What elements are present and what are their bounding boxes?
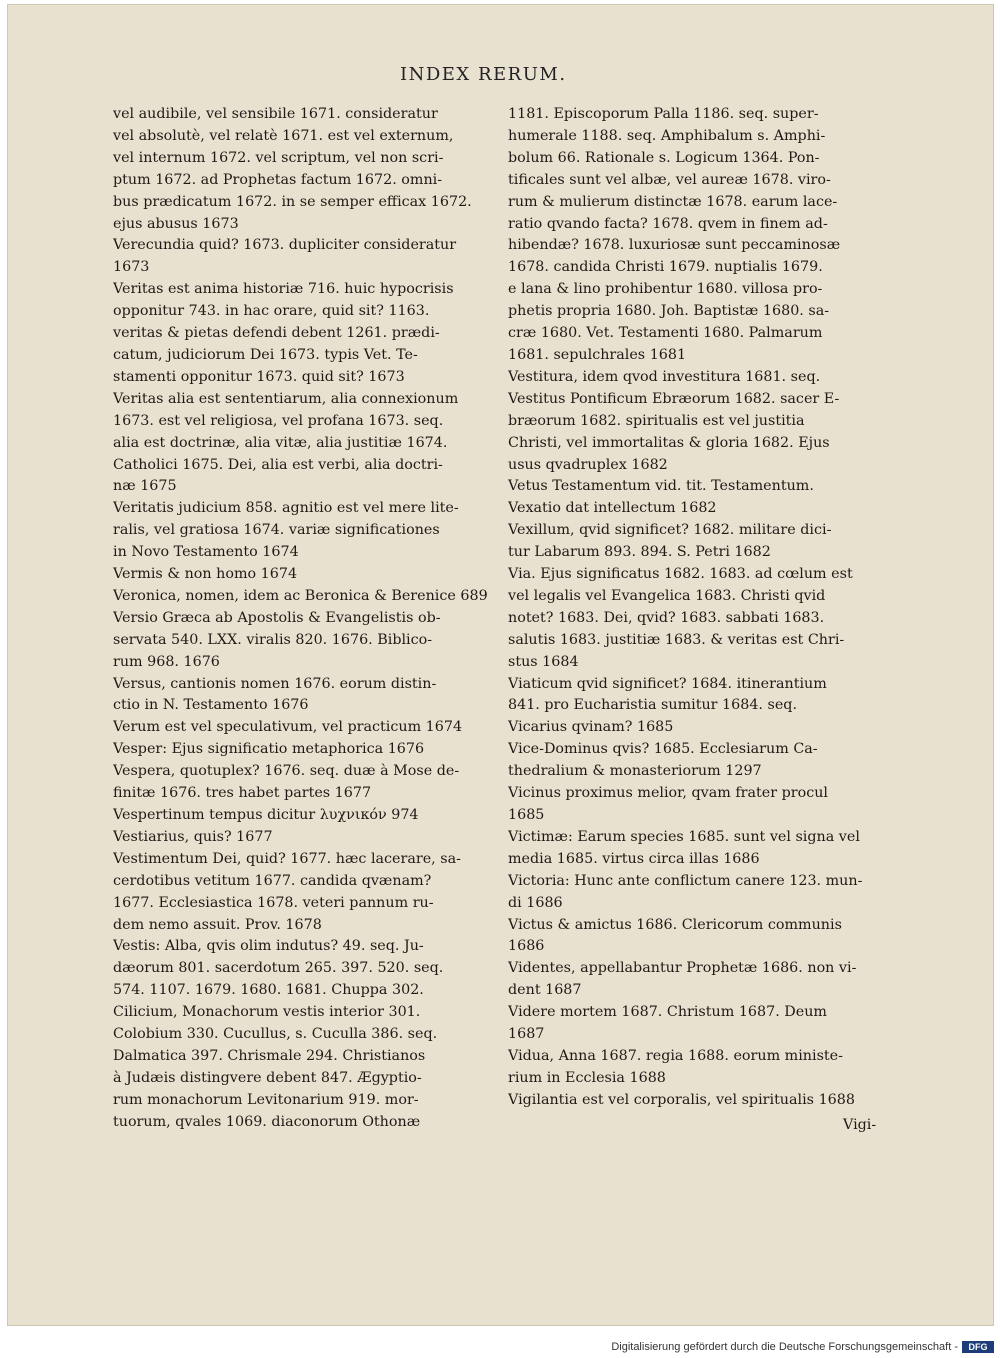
page-header: INDEX RERUM. <box>400 64 567 85</box>
entry-line: Videre mortem 1687. Christum 1687. Deum <box>508 1004 827 1021</box>
footer-bar <box>0 1339 1000 1358</box>
index-entry <box>508 958 886 1002</box>
index-entry <box>113 827 489 849</box>
entry-line: tificales sunt vel albæ, vel aureæ 1678. viro- <box>508 171 831 188</box>
entry-line: usus qvadruplex 1682 <box>508 456 668 473</box>
entry-line: 1687 <box>508 1026 545 1043</box>
index-entry <box>113 717 489 739</box>
entry-line: Videntes, appellabantur Prophetæ 1686. non vi- <box>508 960 857 977</box>
index-entry <box>508 783 886 827</box>
entry-line: hibendæ? 1678. luxuriosæ sunt peccaminosæ <box>508 237 841 254</box>
entry-line: 1673 <box>113 259 150 276</box>
entry-line: stus 1684 <box>508 653 579 670</box>
entry-line: Cilicium, Monachorum vestis interior 301. <box>113 1004 421 1021</box>
index-entry <box>113 498 489 564</box>
index-entry <box>508 367 886 389</box>
entry-line: Vetus Testamentum vid. tit. Testamentum. <box>508 478 814 495</box>
entry-line: Veritatis judicium 858. agnitio est vel mere lite- <box>113 500 459 517</box>
entry-line: alia est doctrinæ, alia vitæ, alia justitiæ 1674. <box>113 434 448 451</box>
entry-line: salutis 1683. justitiæ 1683. & veritas est Chri- <box>508 631 845 648</box>
entry-line: in Novo Testamento 1674 <box>113 544 299 561</box>
entry-line: 1673. est vel religiosa, vel profana 1673. seq. <box>113 412 444 429</box>
entry-line: Via. Ejus significatus 1682. 1683. ad cœlum est <box>508 566 853 583</box>
entry-line: bolum 66. Rationale s. Logicum 1364. Pon- <box>508 149 820 166</box>
entry-line: phetis propria 1680. Joh. Baptistæ 1680. sa- <box>508 303 830 320</box>
right-column <box>508 104 886 1112</box>
entry-line: bus prædicatum 1672. in se semper efficax 1672. <box>113 193 472 210</box>
index-entry <box>508 674 886 718</box>
entry-line: tuorum, qvales 1069. diaconorum Othonæ <box>113 1113 421 1130</box>
entry-line: rium in Ecclesia 1688 <box>508 1069 666 1086</box>
entry-line: thedralium & monasteriorum 1297 <box>508 763 762 780</box>
left-column <box>113 104 489 1134</box>
entry-line: Vespera, quotuplex? 1676. seq. duæ à Mose de- <box>113 763 460 780</box>
entry-line: rum monachorum Levitonarium 919. mor- <box>113 1091 419 1108</box>
entry-line: media 1685. virtus circa illas 1686 <box>508 850 760 867</box>
entry-line: Vicinus proximus melior, qvam frater procul <box>508 785 828 802</box>
entry-line: 841. pro Eucharistia sumitur 1684. seq. <box>508 697 798 714</box>
entry-line: vel legalis vel Evangelica 1683. Christi qvid <box>508 587 826 604</box>
entry-line: Vestis: Alba, qvis olim indutus? 49. seq. Ju- <box>113 938 424 955</box>
entry-line: næ 1675 <box>113 478 177 495</box>
entry-line: Verum est vel speculativum, vel practicum 1674 <box>113 719 463 736</box>
index-entry <box>508 717 886 739</box>
index-entry <box>113 235 489 279</box>
entry-line: Vespertinum tempus dicitur λυχνικόν 974 <box>113 807 419 823</box>
entry-line: cræ 1680. Vet. Testamenti 1680. Palmarum <box>508 325 823 342</box>
index-entry <box>508 1046 886 1090</box>
entry-line: 1678. candida Christi 1679. nuptialis 1679. <box>508 259 823 276</box>
entry-line: ejus abusus 1673 <box>113 215 239 232</box>
entry-line: 574. 1107. 1679. 1680. 1681. Chuppa 302. <box>113 982 424 999</box>
entry-line: Dalmatica 397. Chrismale 294. Christianos <box>113 1047 426 1064</box>
entry-line: 1677. Ecclesiastica 1678. veteri pannum ru- <box>113 894 434 911</box>
entry-line: Vexillum, qvid significet? 1682. militare dici- <box>508 522 832 539</box>
entry-line: dem nemo assuit. Prov. 1678 <box>113 916 322 933</box>
entry-line: Veritas est anima historiæ 716. huic hypocrisis <box>113 281 454 298</box>
entry-line: ralis, vel gratiosa 1674. variæ significationes <box>113 522 440 539</box>
index-entry <box>113 849 489 937</box>
entry-line: opponitur 743. in hac orare, quid sit? 1163. <box>113 303 430 320</box>
index-entry <box>113 674 489 718</box>
entry-line: Vermis & non homo 1674 <box>113 566 298 583</box>
entry-line: 1685 <box>508 807 545 823</box>
index-entry <box>508 520 886 564</box>
entry-line: 1686 <box>508 938 545 955</box>
entry-line: rum 968. 1676 <box>113 653 220 670</box>
entry-line: Veritas alia est sententiarum, alia connexionum <box>113 390 459 407</box>
entry-line: Vigilantia est vel corporalis, vel spiritualis 1688 <box>508 1091 855 1108</box>
entry-line: servata 540. LXX. viralis 820. 1676. Biblico- <box>113 631 433 648</box>
index-entry <box>113 936 489 1133</box>
index-entry <box>508 564 886 674</box>
dfg-logo: DFG <box>962 1341 994 1353</box>
index-entry <box>508 1002 886 1046</box>
entry-line: Victus & amictus 1686. Clericorum communis <box>508 916 842 933</box>
entry-line: tur Labarum 893. 894. S. Petri 1682 <box>508 544 771 561</box>
entry-line: 1681. sepulchrales 1681 <box>508 346 687 363</box>
entry-line: veritas & pietas defendi debent 1261. prædi- <box>113 325 440 342</box>
entry-line: vel absolutè, vel relatè 1671. est vel externum, <box>113 127 454 144</box>
index-entry <box>508 389 886 477</box>
index-entry <box>508 739 886 783</box>
entry-line: Versio Græca ab Apostolis & Evangelistis ob- <box>113 609 441 626</box>
entry-line: ratio qvando facta? 1678. qvem in finem ad- <box>508 215 828 232</box>
index-entry <box>113 805 489 827</box>
index-entry <box>508 915 886 959</box>
entry-line: finitæ 1676. tres habet partes 1677 <box>113 785 372 802</box>
catchword: Vigi- <box>843 1117 877 1133</box>
index-entry <box>113 761 489 805</box>
entry-line: humerale 1188. seq. Amphibalum s. Amphi- <box>508 127 826 144</box>
entry-line: ctio in N. Testamento 1676 <box>113 697 309 714</box>
entry-line: notet? 1683. Dei, qvid? 1683. sabbati 1683. <box>508 609 825 626</box>
entry-line: Vestimentum Dei, quid? 1677. hæc lacerare, sa- <box>113 850 461 867</box>
entry-line: Vesper: Ejus significatio metaphorica 1676 <box>113 741 425 758</box>
entry-line: Vicarius qvinam? 1685 <box>508 719 674 736</box>
index-entry <box>113 608 489 674</box>
index-entry <box>113 586 489 608</box>
entry-line: di 1686 <box>508 894 563 911</box>
entry-line: vel audibile, vel sensibile 1671. consideratur <box>113 106 438 122</box>
entry-line: dent 1687 <box>508 982 582 999</box>
index-entry <box>113 104 489 235</box>
entry-line: bræorum 1682. spiritualis est vel justitia <box>508 412 805 429</box>
entry-line: Vidua, Anna 1687. regia 1688. eorum ministe- <box>508 1047 843 1064</box>
index-entry <box>508 1090 886 1112</box>
entry-line: Vexatio dat intellectum 1682 <box>508 500 717 517</box>
index-entry <box>508 498 886 520</box>
entry-line: dæorum 801. sacerdotum 265. 397. 520. seq. <box>113 960 444 977</box>
entry-line: Christi, vel immortalitas & gloria 1682. Ejus <box>508 434 830 451</box>
entry-line: Versus, cantionis nomen 1676. eorum distin- <box>113 675 437 692</box>
entry-line: stamenti opponitur 1673. quid sit? 1673 <box>113 368 405 385</box>
entry-line: Victoria: Hunc ante conflictum canere 123. mun- <box>508 872 863 889</box>
entry-line: e lana & lino prohibentur 1680. villosa pro- <box>508 281 823 298</box>
entry-line: ptum 1672. ad Prophetas factum 1672. omni- <box>113 171 443 188</box>
entry-line: Catholici 1675. Dei, alia est verbi, alia doctri- <box>113 456 443 473</box>
entry-line: Viaticum qvid significet? 1684. itinerantium <box>508 675 827 692</box>
index-entry <box>113 279 489 389</box>
index-entry <box>508 476 886 498</box>
entry-line: vel internum 1672. vel scriptum, vel non scri- <box>113 149 444 166</box>
entry-line: rum & mulierum distinctæ 1678. earum lace- <box>508 193 838 210</box>
index-entry <box>113 389 489 499</box>
entry-line: 1181. Episcoporum Palla 1186. seq. super- <box>508 106 819 122</box>
entry-line: Colobium 330. Cucullus, s. Cuculla 386. seq. <box>113 1026 438 1043</box>
entry-line: Vestitura, idem qvod investitura 1681. seq. <box>508 368 821 385</box>
index-entry <box>508 871 886 915</box>
entry-line: Vice-Dominus qvis? 1685. Ecclesiarum Ca- <box>508 741 818 758</box>
footer-credit: Digitalisierung gefördert durch die Deutsche Forschungsgemeinschaft - <box>611 1341 958 1353</box>
index-entry <box>508 104 886 367</box>
entry-line: Victimæ: Earum species 1685. sunt vel signa vel <box>508 828 860 845</box>
entry-line: cerdotibus vetitum 1677. candida qvænam? <box>113 872 432 889</box>
entry-line: à Judæis distingvere debent 847. Ægyptio- <box>113 1069 422 1086</box>
entry-line: catum, judiciorum Dei 1673. typis Vet. Te- <box>113 346 418 363</box>
entry-line: Verecundia quid? 1673. dupliciter consideratur <box>113 237 457 254</box>
index-entry <box>113 739 489 761</box>
entry-line: Vestitus Pontificum Ebræorum 1682. sacer E- <box>508 390 840 407</box>
entry-line: Vestiarius, quis? 1677 <box>113 828 273 845</box>
index-entry <box>113 564 489 586</box>
index-entry <box>508 827 886 871</box>
entry-line: Veronica, nomen, idem ac Beronica & Berenice 689 <box>113 587 488 604</box>
